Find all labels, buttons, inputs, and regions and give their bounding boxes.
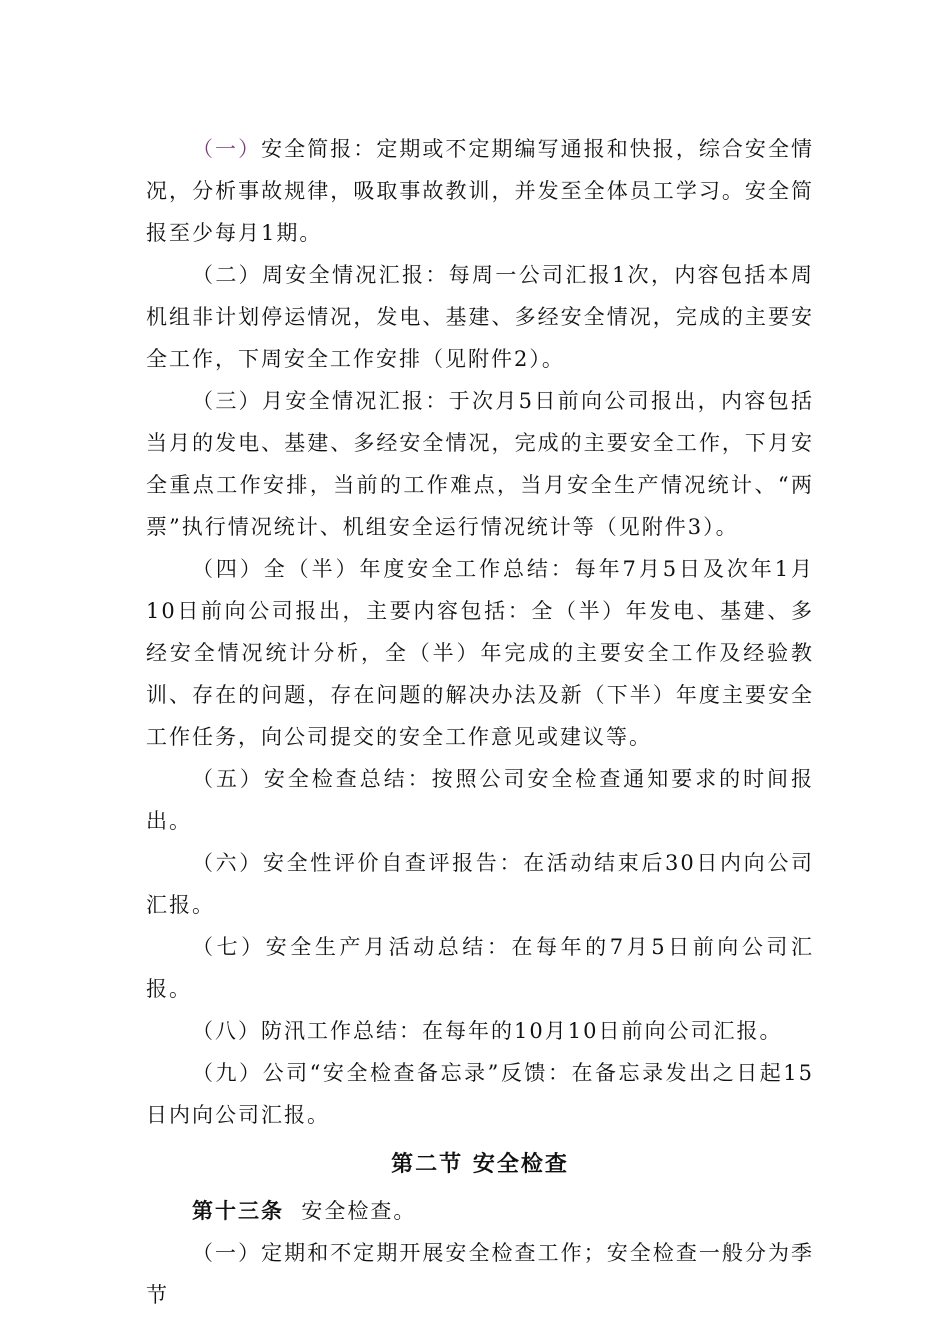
paragraph-7-marker: （七） [192,935,266,959]
paragraph-last-text: 定期和不定期开展安全检查工作；安全检查一般分为季节 [146,1241,815,1307]
paragraph-9-marker: （九） [192,1061,263,1085]
paragraph-2-text: 周安全情况汇报：每周一公司汇报1次，内容包括本周机组非计划停运情况，发电、基建、多经安全情况，完成的主要安全工作，下周安全工作安排（见附件2）。 [146,263,815,371]
paragraph-3-marker: （三） [192,389,262,413]
paragraph-8-text: 防汛工作总结：在每年的10月10日前向公司汇报。 [261,1019,783,1043]
paragraph-2 [146,254,814,380]
paragraph-8 [146,1010,814,1052]
document-body [146,128,814,1316]
paragraph-9 [146,1052,814,1136]
section-heading: 第二节 安全检查 [391,1152,569,1177]
paragraph-last [146,1232,814,1316]
paragraph-7-text: 安全生产月活动总结：在每年的7月5日前向公司汇报。 [146,935,814,1001]
paragraph-1-text: 安全简报：定期或不定期编写通报和快报，综合安全情况，分析事故规律，吸取事故教训，并发至全体员工学习。安全简报至少每月1期。 [146,137,815,245]
paragraph-last-marker: （一） [192,1241,262,1265]
paragraph-3-text: 月安全情况汇报：于次月5日前向公司报出，内容包括当月的发电、基建、多经安全情况，完成的主要安全工作，下月安全重点工作安排，当前的工作难点，当月安全生产情况统计、“两票”执行情况统计、机组安全运行情况统计等（见附件3）。 [146,389,815,539]
paragraph-4 [146,548,814,758]
paragraph-2-marker: （二） [192,263,262,287]
paragraph-4-text: 全（半）年度安全工作总结：每年7月5日及次年1月10日前向公司报出，主要内容包括：全（半）年发电、基建、多经安全情况统计分析，全（半）年完成的主要安全工作及经验教训、存在的问题，存在问题的解决办法及新（下半）年度主要安全工作任务，向公司提交的安全工作意见或建议等。 [146,557,814,749]
paragraph-1 [146,128,814,254]
paragraph-3 [146,380,814,548]
paragraph-7 [146,926,814,1010]
article-13-text: 安全检查。 [301,1199,417,1223]
paragraph-5-marker: （五） [192,767,264,791]
article-13 [146,1190,814,1232]
paragraph-5-text: 安全检查总结：按照公司安全检查通知要求的时间报出。 [146,767,815,833]
paragraph-4-marker: （四） [192,557,264,581]
paragraph-6-marker: （六） [192,851,263,875]
article-13-label: 第十三条 [192,1199,284,1223]
paragraph-6 [146,842,814,926]
paragraph-5 [146,758,814,842]
paragraph-9-text: 公司“安全检查备忘录”反馈：在备忘录发出之日起15日内向公司汇报。 [146,1061,814,1127]
paragraph-6-text: 安全性评价自查评报告：在活动结束后30日内向公司汇报。 [146,851,814,917]
paragraph-8-marker: （八） [192,1019,261,1043]
paragraph-1-marker: （一） [192,137,262,161]
